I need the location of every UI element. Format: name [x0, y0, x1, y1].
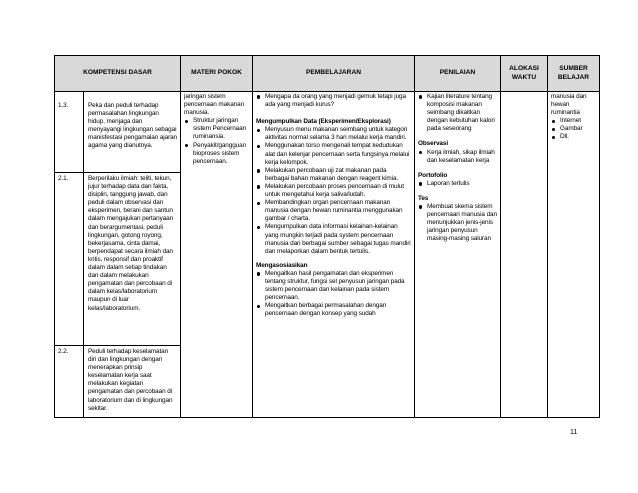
list-item: Menggunakan torso mengenali tempat kedudukan alat dan kelenjar pencernaan serta fungsinya melalui kerja kelompok. — [256, 142, 411, 166]
kompetensi-cell — [55, 92, 181, 418]
header-kompetensi-dasar: KOMPETENSI DASAR — [55, 56, 181, 92]
header-materi-pokok: MATERI POKOK — [181, 56, 253, 92]
bullet-icon — [419, 182, 422, 185]
header-sumber-belajar: SUMBER BELAJAR — [548, 56, 600, 92]
kd-text: Peduli terhadap keselamatan diri dan lingkungan dengan menerapkan prinsip keselamatan kerja saat melakukan kegiatan pengamatan dan percobaan di laboratorium dan di lingkungan sekitar. — [88, 348, 173, 412]
list-item: Kajian literature tentang komposisi makanan seimbang dikaitkan dengan kebutuhan kalori pada seseorang — [418, 93, 497, 133]
list-item: Melakukan percobaan uji zat makanan pada berbagai bahan makanan dengan reagent kimia. — [256, 167, 411, 183]
bullet-icon — [419, 205, 422, 208]
penilaian-list-tes — [418, 203, 497, 243]
list-item: Mengapa da orang yang menjadi gemuk tetapi juga ada yang menjadi kurus? — [256, 93, 411, 109]
bullet-icon — [257, 226, 260, 229]
list-item: Mengumpulkan data informasi kelainan-kelainan yang mungkin terjadi pada system pencernaan manusia dari berbagai sumber sebagai tugas mandiri dan melaporkan dalam bentuk tertulis. — [256, 223, 411, 255]
list-item: Mengaitkan berbagai permasalahan dengan pencernaan dengan konsep yang sudah — [256, 302, 411, 318]
list-item: Dll. — [551, 133, 596, 141]
kd-number: 2.2. — [55, 346, 84, 417]
bullet-icon — [257, 272, 260, 275]
list-item: Internet — [551, 117, 596, 125]
bullet-icon — [257, 169, 260, 172]
bullet-icon — [419, 95, 422, 98]
list-item: Menyusun menu makanan seimbang untuk kategori aktivitas normal selama 3 hari melalui kerja mandiri. — [256, 126, 411, 142]
list-item: Penyakit/gangguan bioproses sistem pencernaan. — [184, 142, 249, 166]
section-title: Observasi — [418, 140, 449, 148]
bullet-icon — [552, 120, 555, 123]
alokasi-cell — [501, 92, 548, 418]
bullet-icon — [257, 129, 260, 132]
bullet-icon — [257, 145, 260, 148]
penilaian-top-list — [418, 93, 497, 133]
page-number: 11 — [570, 429, 578, 436]
bullet-icon — [257, 202, 260, 205]
section-title: Tes — [418, 194, 429, 202]
bullet-icon — [185, 144, 188, 147]
header-pembelajaran: PEMBELAJARAN — [253, 56, 415, 92]
materi-intro: jaringan sistem pencernaan makanan manusia. — [184, 93, 245, 117]
bullet-icon — [552, 128, 555, 131]
penilaian-list-portofolio — [418, 180, 497, 188]
kd-number: 2.1. — [55, 173, 84, 345]
pembelajaran-top-list — [256, 93, 411, 109]
header-alokasi-waktu: ALOKASI WAKTU — [501, 56, 548, 92]
section-title: Mengasosiasikan — [256, 261, 308, 269]
list-item: Membuat skema sistem pencernaan manusia dan menunjukkan jenis-jenis jaringan penyusun masing-masing saluran — [418, 203, 497, 243]
penilaian-cell — [415, 92, 501, 418]
sumber-list — [551, 117, 596, 141]
section-title: Portofolio — [418, 171, 448, 179]
kd-item — [55, 346, 180, 417]
kd-item — [55, 173, 180, 346]
list-item: Laporan tertulis — [418, 180, 497, 188]
list-item: Kerja ilmiah, sikap ilmiah dan keselamatan kerja — [418, 149, 497, 165]
kd-number: 1.3. — [55, 92, 84, 172]
section-title: Mengumpulkan Data (Eksperimen/Eksplorasi) — [256, 118, 391, 126]
bullet-icon — [185, 120, 188, 123]
list-item: Membandingkan organ pencernaan makanan manusia dengan hewan ruminantia menggunakan gambar / charta. — [256, 199, 411, 223]
penilaian-list-observasi — [418, 149, 497, 165]
header-row — [55, 56, 600, 92]
kd-item — [55, 92, 180, 173]
bullet-icon — [257, 95, 260, 98]
sumber-intro: manusia dan hewan ruminantia — [551, 93, 587, 117]
header-penilaian: PENILAIAN — [415, 56, 501, 92]
pembelajaran-list-eksperimen — [256, 126, 411, 256]
sumber-cell — [548, 92, 600, 418]
materi-cell — [181, 92, 253, 418]
pembelajaran-list-asosiasi — [256, 270, 411, 319]
kd-text: Berperilaku ilmiah: teliti, tekun, jujur terhadap data dan fakta, disiplin, tanggung jawab, dan peduli dalam observasi dan eksperimen, berani dan santun dalam mengajukan pertanyaan dan berargumentasi, peduli lingkungan, gotong royong, bekerjasama, cinta damai, berpendapat secara ilmiah dan kritis, responsif dan proaktif dalam dalam setiap tindakan dan dalam melakukan pengamatan dan percobaan di dalam kelas/laboratorium maupun di luar kelas/laboratorium. — [88, 175, 174, 312]
materi-list — [184, 117, 249, 166]
bullet-icon — [552, 136, 555, 139]
bullet-icon — [257, 305, 260, 308]
bullet-icon — [419, 151, 422, 154]
pembelajaran-cell — [253, 92, 415, 418]
list-item: Gambar — [551, 125, 596, 133]
list-item: Mengaitkan hasil pengamatan dan eksperimen tentang struktur, fungsi sel penyusun jaringan pada sistem pencernaan dan kelainan pada sistem pencernaan. — [256, 270, 411, 302]
kd-text: Peka dan peduli terhadap permasalahan lingkungan hidup, menjaga dan menyayangi lingkungan sebagai manisfestasi pengamalan ajaran agama yang dianutnya. — [88, 102, 178, 150]
content-row — [55, 92, 600, 418]
list-item: Melakukan percobaan proses pencernaan di mulut untuk mengetahui kerja saliva/ludah. — [256, 183, 411, 199]
lesson-plan-table — [54, 55, 600, 418]
list-item: Struktur jaringan sistem Pencernaan ruminansia. — [184, 117, 249, 141]
bullet-icon — [257, 185, 260, 188]
